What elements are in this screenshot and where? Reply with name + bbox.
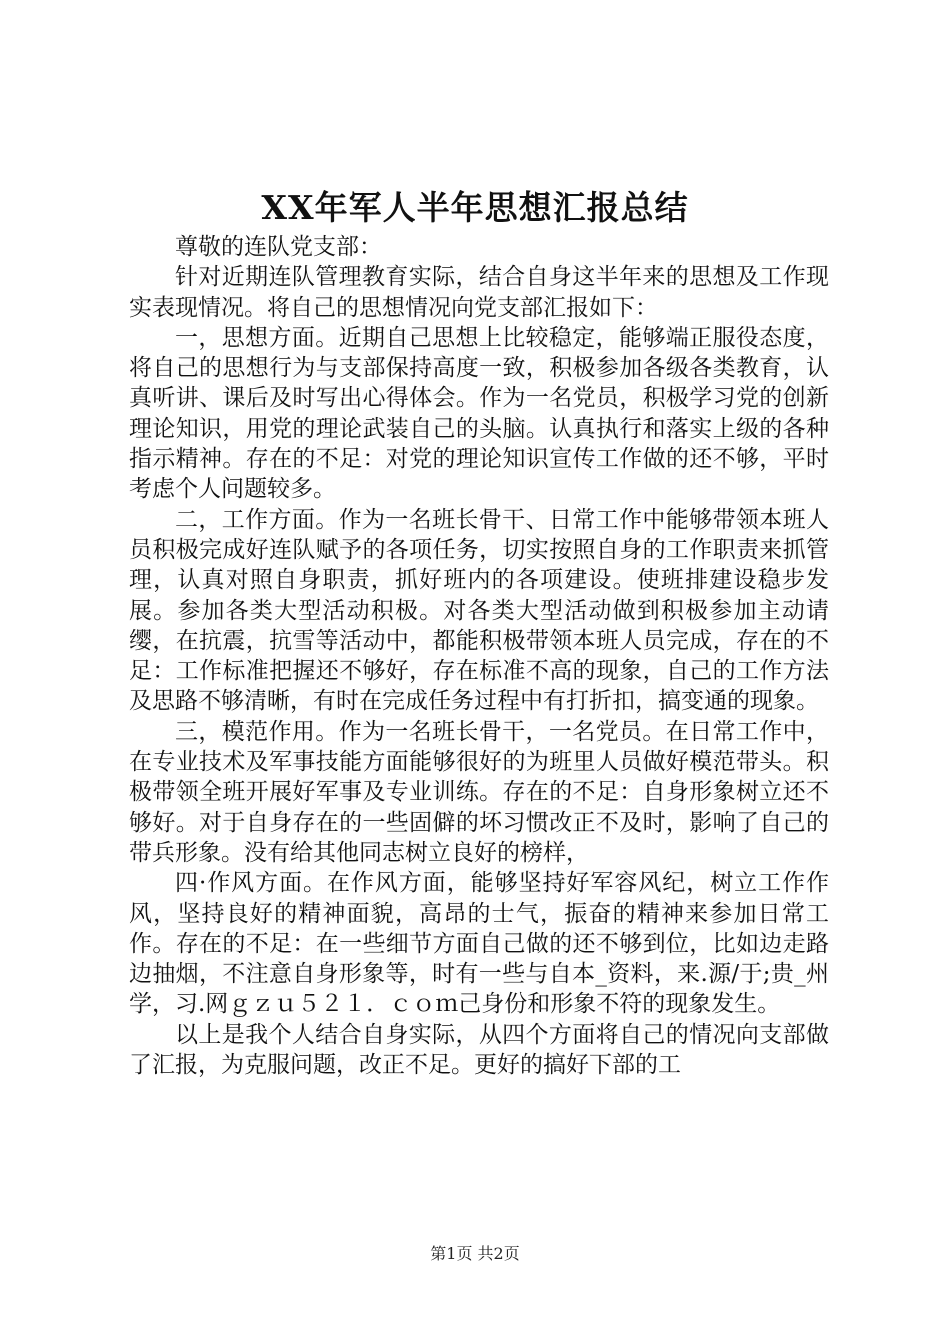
paragraph-summary: 以上是我个人结合自身实际，从四个方面将自己的情况向支部做了汇报，为克服问题，改正不足。更好的搞好下部的工	[129, 1021, 829, 1079]
paragraph-role-model: 三，模范作用。作为一名班长骨干，一名党员。在日常工作中，在专业技术及军事技能方面能够很好的为班里人员做好模范带头。积极带领全班开展好军事及专业训练。存在的不足：自身形象树立还不够好。对于自身存在的一些固僻的坏习惯改正不及时，影响了自己的带兵形象。没有给其他同志树立良好的榜样，	[129, 718, 829, 866]
document-title: XX年军人半年思想汇报总结	[261, 188, 689, 227]
page-number: 第1页 共2页	[430, 1244, 520, 1263]
salutation: 尊敬的连队党支部：	[175, 234, 382, 260]
paragraph-thought: 一，思想方面。近期自己思想上比较稳定，能够端正服役态度，将自己的思想行为与支部保持高度一致，积极参加各级各类教育，认真听讲、课后及时写出心得体会。作为一名党员，积极学习党的创新理论知识，用党的理论武装自己的头脑。认真执行和落实上级的各种指示精神。存在的不足：对党的理论知识宣传工作做的还不够，平时考虑个人问题较多。	[129, 324, 829, 503]
paragraph-style: 四·作风方面。在作风方面，能够坚持好军容风纪，树立工作作风，坚持良好的精神面貌，高昂的士气，振奋的精神来参加日常工作。存在的不足：在一些细节方面自己做的还不够到位，比如边走路边抽烟，不注意自身形象等，时有一些与自本_资料，来.源/于;贵_州学，习.网ｇｚｕ５２１．ｃｏｍ己身份和形象不符的现象发生。	[129, 870, 829, 1018]
document-body	[129, 232, 829, 1080]
paragraph-intro: 针对近期连队管理教育实际，结合自身这半年来的思想及工作现实表现情况。将自己的思想情况向党支部汇报如下：	[129, 264, 829, 321]
paragraph-work: 二，工作方面。作为一名班长骨干、日常工作中能够带领本班人员积极完成好连队赋予的各项任务，切实按照自身的工作职责来抓管理，认真对照自身职责，抓好班内的各项建设。使班排建设稳步发展。参加各类大型活动积极。对各类大型活动做到积极参加主动请缨，在抗震，抗雪等活动中，都能积极带领本班人员完成，存在的不足：工作标准把握还不够好，存在标准不高的现象，自己的工作方法及思路不够清晰，有时在完成任务过程中有打折扣，搞变通的现象。	[129, 506, 829, 715]
